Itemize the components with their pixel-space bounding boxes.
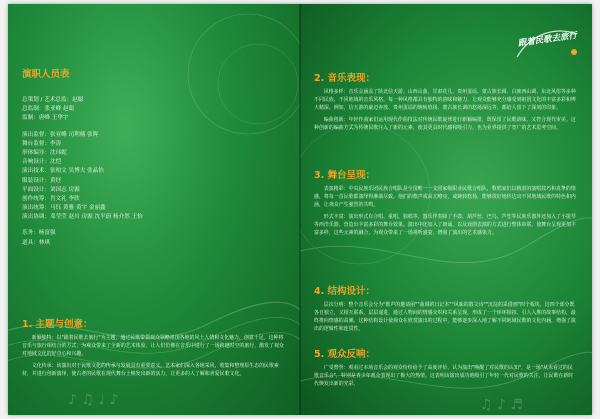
logo-graphic [512, 22, 582, 62]
section-title: 3. 舞台呈现： [314, 170, 376, 181]
credit-line: 形体编导：沈玮妮 [22, 149, 67, 156]
center-fold [299, 4, 301, 415]
credit-line: 舞台监督：李涛 [22, 140, 62, 147]
credit-line: 音响设计：沈恺 [22, 159, 62, 166]
cast-title: 演职人员表 [22, 69, 70, 80]
credit-line: 演出技术：张柏文 吴博夫 张晶怡 [22, 168, 104, 175]
section-music [314, 70, 576, 132]
credit-line: 服装设计：黄纾 [22, 177, 62, 184]
section-structure [314, 283, 576, 333]
credit-line: 乐务：杨富强 [22, 230, 56, 237]
credit-line: 创作统筹：肖文礼 李欣 [22, 195, 80, 202]
credit-line: 总监制：张亚峰 赵聪 [22, 106, 75, 113]
section-title: 4. 结构设计： [314, 286, 376, 297]
section-paragraph: 表演精彩：中央民族乐团民族合唱队是全国唯一一支国家级职业民歌合唱队，歌唱家们以精湛的演唱技巧和真挚的情感，将每一首民歌都演绎得淋漓尽致。他们的歌声或高亢嘹亮，或婉转悠扬，能够很好地传达出不同地域民歌的特色和内涵，让观众产生强烈的共鸣。 [314, 186, 576, 209]
section-paragraph: 层次分明：整个音乐会分为"歌声的邀请函""曲调的日记本""风味的散文诗""沉淀的采借画"四个板块，这四个部分既各自独立，又相互联系。层层递进，通过人物间的情感交织和关系呈现，形成了一个环环相扣、引人入胜的故事结构，最终推向情感的高潮。这种结构设计使观众在欣赏演出的过程中，能够逐步深入地了解不同地域民歌的文化内涵，增强了演出的逻辑性和连贯性。 [314, 302, 576, 333]
cast-section [22, 66, 70, 80]
credits-list [22, 96, 143, 248]
credit-line: 监制：唐峰 王华宇 [22, 115, 69, 122]
section-paragraph: 新颖独特：以"跟着民歌去旅行"为主题，通过民歌带领观众领略祖国各地的风土人情和文化魅力，创意十足。这种将音乐与旅行相结合的方式，为观众带来了全新的艺术体验，让人们仿佛在音乐中进行了一场跨越时空的旅行，激发了观众对地域文化的好奇心和兴趣。 [22, 335, 284, 358]
section-title: 5. 观众反响： [314, 349, 376, 360]
right-page [300, 4, 592, 415]
credit-line: 平面设计：刘国志 房源 [22, 186, 80, 193]
section-paragraph: 广受赞誉：观看过本场音乐会的观众纷纷给予了高度评价，认为演出"唤醒了对民歌的认知"，是一场"从未看过的民歌音乐会"，特别是青少年观众表现出了极大的热情。这表明该演出成功地吸引了年轻一代对民歌的关注，让民歌在新时代焕发出新的光彩。 [314, 365, 574, 388]
left-page [8, 4, 300, 415]
section-audience [314, 346, 576, 388]
section-theme [22, 316, 284, 378]
svg-text:♫ ♪ ♬: ♫ ♪ ♬ [480, 397, 523, 413]
credit-line: 总策划 / 艺术总监：赵聪 [22, 97, 84, 103]
credit-line: 演出协调：邓莹莹 赵川 房源 沈平蔚 杨介然 王怡 [22, 214, 143, 221]
section-paragraph: 编曲创新：年轻作曲家们运用现代作曲技法对传统民歌旋律进行新颖编排，既保留了民歌韵味，又符合现代审美。这种创新的编曲方式为传统民歌注入了新的元素，使其更具时代感和吸引力，也为业界提供了宽广的艺术思考空间。 [314, 117, 576, 132]
section-paragraph: 风格多样：音乐会涵盖了陕北信天游、山西山曲、甘肃花儿、贵州蛋谣、蒙古族长调、白族西山调、东北风俗等多种不同民族、不同地域的音乐风格。每一种风格都具有独特的韵味和魅力，让观众能够充分感受到祖国文化的丰富多彩和博大精深。例如，信天游的豪迈奔放、贵州蛋谣的婉转悠扬、蒙古族长调的悠扬深远等，都给人留下了深刻的印象。 [314, 89, 576, 112]
section-title: 1. 主题与创意： [22, 319, 93, 330]
credit-line: 演出统筹：马钰 黄雅 黄宇 金丽鑫 [22, 205, 106, 212]
section-paragraph: 文化传承：该演出对于民歌文化的传承与发展具有重要意义。艺术家们深入各地采风，收集和整理原生态的民歌素材，并进行创新演绎，使古老的民歌在现代舞台上焕发出新的活力，让更多的人了解和喜爱民歌文化。 [22, 363, 279, 378]
credit-line: 道具：林琪 [22, 239, 50, 246]
logo-text: 跟着民歌去旅行 [517, 30, 578, 50]
section-stage [314, 167, 576, 238]
section-paragraph: 形式丰富：演出形式有合唱、重唱、独唱等，器乐伴奏除了手鼓、葫芦丝、巴乌、芦笙等民族乐器外还加入了小提琴等西洋乐器，营造出丰富多彩的舞台效果。演出中还加入了朗诵、以及戏剧表演的方式进行整体串联，使舞台呈现更加丰富多样，这些元素的融合，为观众带来了一场视听盛宴，增强了演出的艺术感染力。 [314, 214, 576, 237]
credit-line: 演出监督：张亚峰 司利楠 张晖 [22, 131, 99, 138]
event-logo [512, 22, 582, 62]
svg-text:♪ ♫ ♩ ♪: ♪ ♫ ♩ ♪ [68, 392, 119, 408]
section-title: 2. 音乐表现： [314, 73, 376, 84]
brochure-spread [8, 4, 592, 415]
